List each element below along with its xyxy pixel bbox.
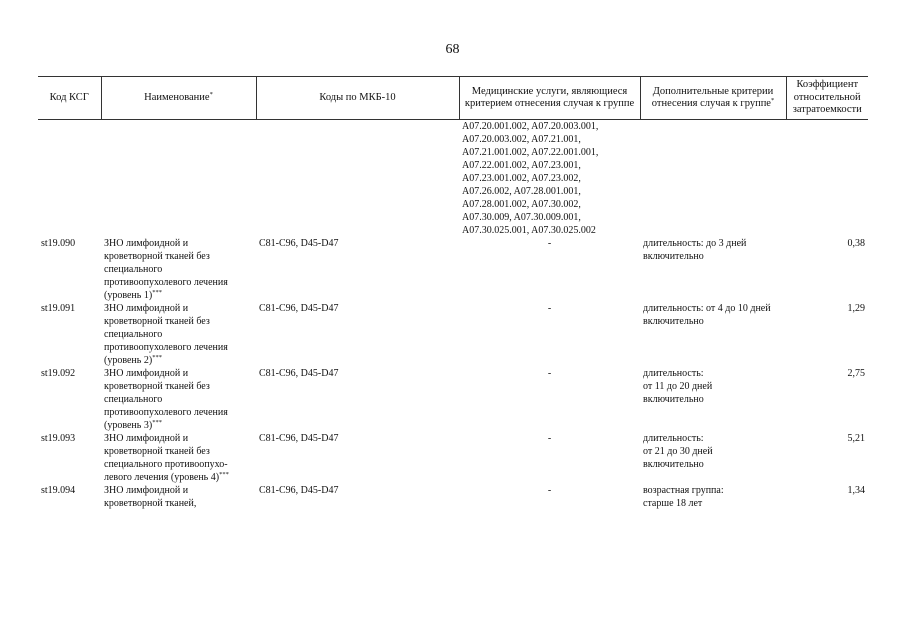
table-header-row [38,77,868,120]
row-coef: 1,34 [847,485,865,496]
row-name: ЗНО лимфоидной и кроветворной тканей без специального противоопухо- левого лечения (уровень 4)*** [104,433,229,483]
row-services: - [547,368,552,379]
header-name: Наименование* [101,77,256,120]
page-number: 68 [445,42,460,57]
row-services: - [547,303,552,314]
row-criteria: длительность: от 21 до 30 дней включительно [643,433,713,470]
row-criteria: возрастная группа: старше 18 лет [643,485,724,509]
row-code: st19.093 [41,433,76,444]
row-name-mark: *** [152,419,162,426]
row-name-mark: *** [152,289,162,296]
table-row [38,302,868,367]
row-code: st19.094 [41,485,76,496]
table-row [38,432,868,484]
row-name: ЗНО лимфоидной и кроветворной тканей, [104,485,197,509]
row-name: ЗНО лимфоидной и кроветворной тканей без специального противоопухолевого лечения (уровень 3)*** [104,368,228,431]
continuation-row [38,120,868,238]
ksg-table [38,76,868,510]
row-mkb: C81-C96, D45-D47 [259,238,339,249]
row-mkb: C81-C96, D45-D47 [259,433,339,444]
table-row [38,484,868,510]
row-name: ЗНО лимфоидной и кроветворной тканей без специального противоопухолевого лечения (уровень 2)*** [104,303,228,366]
header-mkb: Коды по МКБ-10 [256,77,459,120]
row-services: - [547,238,552,249]
row-code: st19.091 [41,303,76,314]
continuation-services-list: A07.20.001.002, A07.20.003.001, A07.20.003.002, A07.21.001, A07.21.001.002, A07.22.001.001, A07.22.001.002, A07.23.001, A07.23.001.002, A07.23.002, A07.26.002, A07.28.001.001, A07.28.001.002, A07.30.002, A07.30.009, A07.30.009.001, A07.30.025.001, A07.30.025.002 [462,121,599,236]
row-mkb: C81-C96, D45-D47 [259,485,339,496]
row-name-mark: *** [152,354,162,361]
row-criteria: длительность: от 4 до 10 дней включительно [643,303,771,327]
row-mkb: C81-C96, D45-D47 [259,368,339,379]
header-name-mark: * [209,90,213,98]
row-code: st19.090 [41,238,76,249]
header-criteria-mark: * [770,97,775,104]
row-coef: 1,29 [847,303,865,314]
header-code: Код КСГ [38,77,101,120]
header-services: Медицинские услуги, являющиеся критерием отнесения случая к группе [459,77,640,120]
row-services: - [547,433,552,444]
row-services: - [547,485,552,496]
row-name-mark: *** [219,471,229,478]
header-coef: Коэффициент относительной затратоемкости [786,77,868,120]
row-criteria: длительность: до 3 дней включительно [643,238,747,262]
row-coef: 0,38 [847,238,865,249]
row-code: st19.092 [41,368,76,379]
row-coef: 2,75 [847,368,865,379]
row-coef: 5,21 [847,433,865,444]
row-criteria: длительность: от 11 до 20 дней включительно [643,368,713,405]
header-criteria: Дополнительные критерии отнесения случая к группе* [640,77,786,120]
table-row [38,237,868,302]
row-mkb: C81-C96, D45-D47 [259,303,339,314]
table-row [38,367,868,432]
row-name: ЗНО лимфоидной и кроветворной тканей без специального противоопухолевого лечения (уровень 1)*** [104,238,228,301]
